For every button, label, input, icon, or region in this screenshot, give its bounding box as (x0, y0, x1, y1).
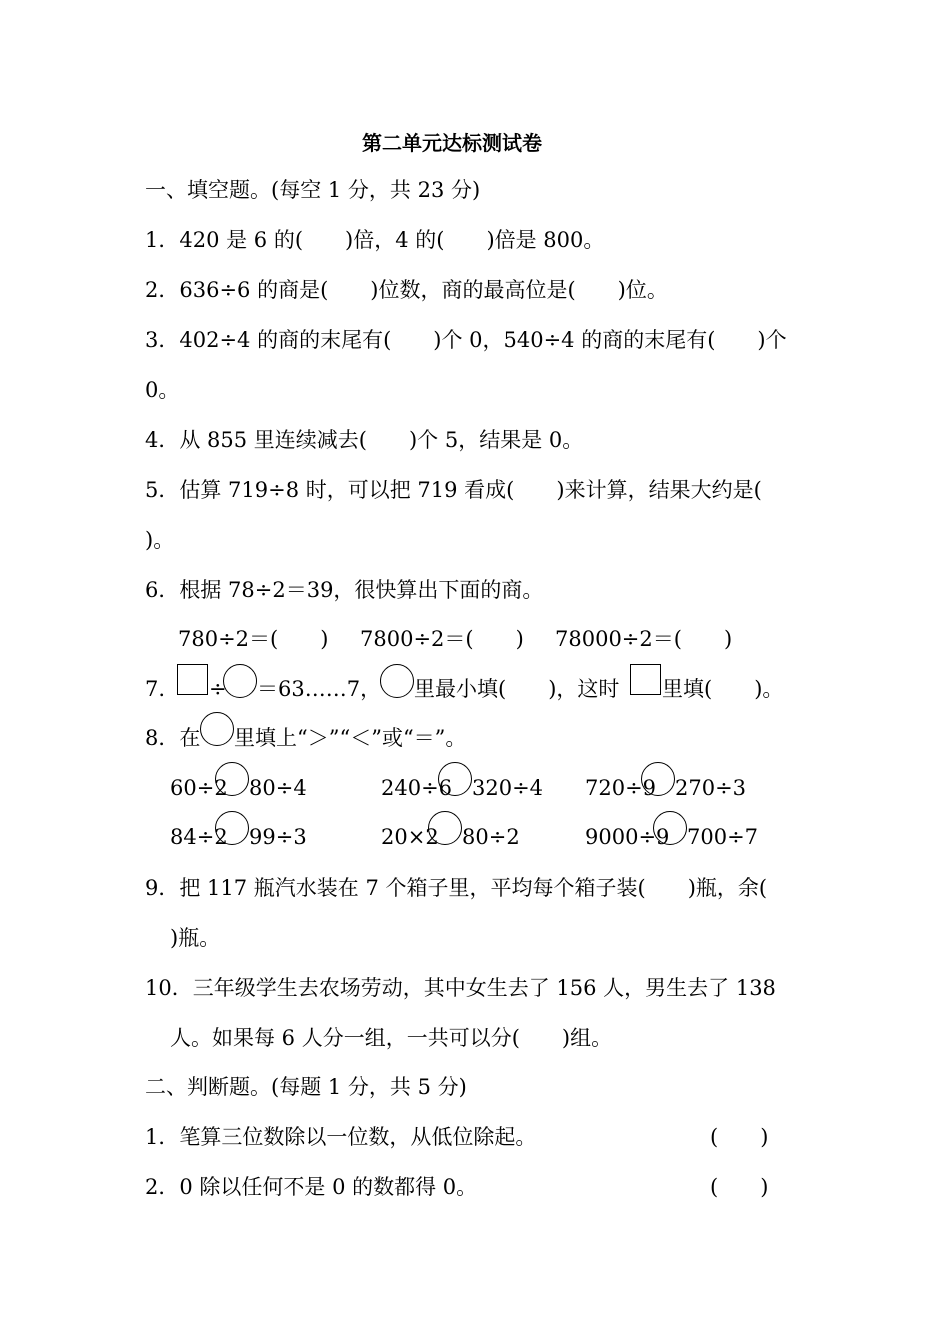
compare-right: 80÷4 (249, 776, 307, 800)
question-9-line2: )瓶。 (170, 926, 221, 950)
compare-left: 20×2 (381, 825, 439, 849)
judge-item-1: 1．笔算三位数除以一位数，从低位除起。 (145, 1125, 537, 1149)
compare-left: 60÷2 (170, 776, 228, 800)
question-1: 1．420 是 6 的( )倍，4 的( )倍是 800。 (145, 228, 605, 252)
question-8-post: 里填上“＞”“＜”或“＝”。 (234, 726, 467, 750)
compare-right: 270÷3 (675, 776, 747, 800)
question-4: 4．从 855 里连续减去( )个 5，结果是 0。 (145, 428, 584, 452)
question-6-item: 7800÷2＝( ) (360, 627, 524, 651)
circle-blank-icon (215, 762, 249, 796)
square-box-icon (177, 664, 208, 695)
circle-blank-icon (438, 762, 472, 796)
question-6-intro: 6．根据 78÷2＝39，很快算出下面的商。 (145, 578, 544, 602)
question-7-text1: 里最小填( )，这时 (414, 677, 620, 701)
circle-blank-icon (200, 712, 234, 746)
question-2: 2．636÷6 的商是( )位数，商的最高位是( )位。 (145, 278, 668, 302)
compare-left: 240÷6 (381, 776, 453, 800)
question-3-line1: 3．402÷4 的商的末尾有( )个 0，540÷4 的商的末尾有( )个 (145, 328, 787, 352)
exam-title: 第二单元达标测试卷 (362, 131, 542, 155)
judge-item-2: 2．0 除以任何不是 0 的数都得 0。 (145, 1175, 478, 1199)
circle-blank-icon (641, 762, 675, 796)
question-10-line2: 人。如果每 6 人分一组，一共可以分( )组。 (170, 1026, 613, 1050)
circle-blank-icon (653, 811, 687, 845)
compare-right: 700÷7 (687, 825, 759, 849)
question-7-equation: ＝63……7， (257, 677, 382, 701)
circle-blank-icon (380, 664, 414, 698)
question-10-line1: 10．三年级学生去农场劳动，其中女生去了 156 人，男生去了 138 (145, 976, 776, 1000)
section2-heading: 二、判断题。(每题 1 分，共 5 分) (145, 1075, 467, 1099)
question-7-divide: ÷ (209, 677, 227, 701)
question-6-item: 78000÷2＝( ) (555, 627, 733, 651)
square-box-icon (630, 664, 661, 695)
judge-answer-blank: ( ) (710, 1175, 769, 1199)
question-7-text2: 里填( )。 (662, 677, 784, 701)
circle-blank-icon (428, 811, 462, 845)
compare-right: 99÷3 (249, 825, 307, 849)
question-9-line1: 9．把 117 瓶汽水装在 7 个箱子里，平均每个箱子装( )瓶，余( (145, 876, 768, 900)
section1-heading: 一、填空题。(每空 1 分，共 23 分) (145, 178, 481, 202)
circle-blank-icon (223, 664, 257, 698)
compare-right: 320÷4 (472, 776, 544, 800)
question-3-line2: 0。 (145, 378, 180, 402)
question-5-line1: 5．估算 719÷8 时，可以把 719 看成( )来计算，结果大约是( (145, 478, 762, 502)
circle-blank-icon (215, 811, 249, 845)
question-6-item: 780÷2＝( ) (178, 627, 329, 651)
compare-left: 84÷2 (170, 825, 228, 849)
question-8-pre: 8．在 (145, 726, 201, 750)
compare-right: 80÷2 (462, 825, 520, 849)
judge-answer-blank: ( ) (710, 1125, 769, 1149)
question-7-number: 7. (145, 677, 166, 701)
compare-left: 720÷9 (585, 776, 657, 800)
compare-left: 9000÷9 (585, 825, 670, 849)
question-5-line2: )。 (145, 528, 175, 552)
